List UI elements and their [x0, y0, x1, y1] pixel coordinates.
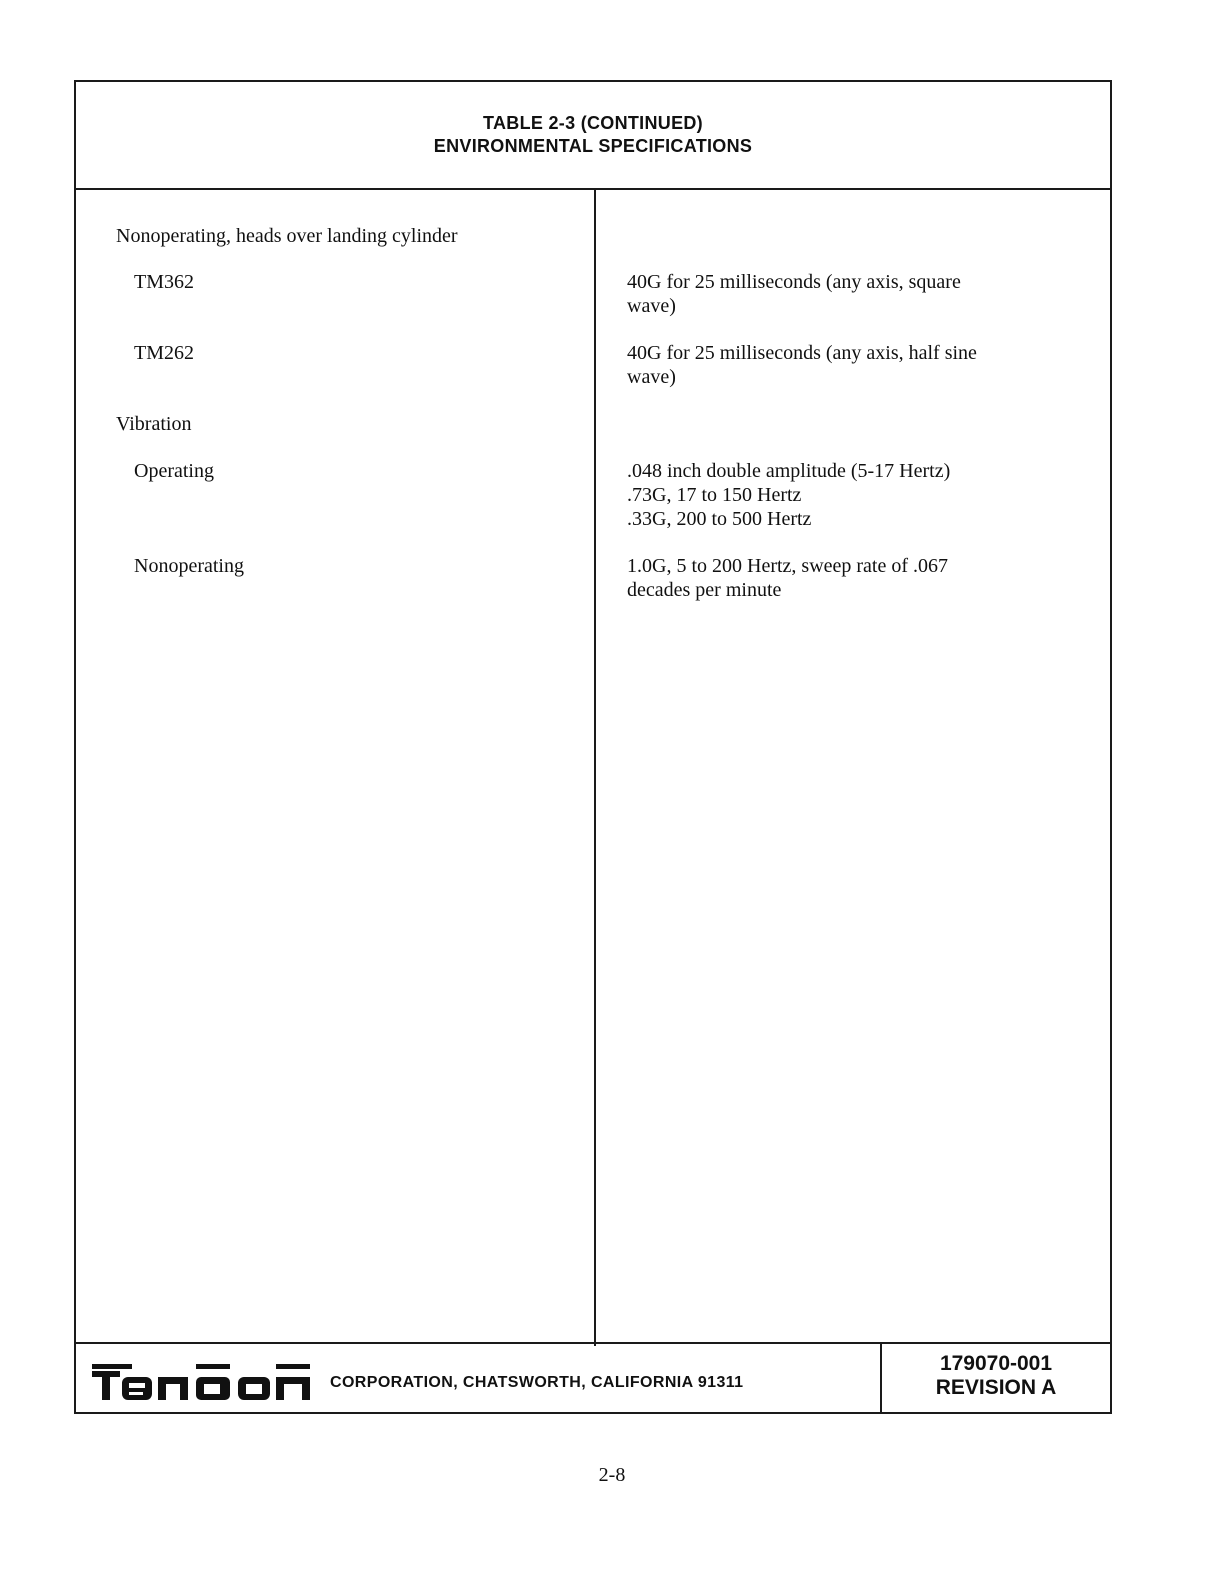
tm262-value-line2: wave) [627, 366, 676, 388]
tm362-label: TM362 [134, 271, 194, 293]
table-header [76, 82, 1110, 190]
nonoperating-label: Nonoperating [134, 555, 244, 577]
nonop-heading: Nonoperating, heads over landing cylinder [116, 225, 458, 247]
tm362-value-line1: 40G for 25 milliseconds (any axis, square [627, 271, 961, 293]
table-subtitle: ENVIRONMENTAL SPECIFICATIONS [433, 136, 753, 156]
tm262-value-line1: 40G for 25 milliseconds (any axis, half sine [627, 342, 977, 364]
vibration-heading: Vibration [116, 413, 192, 435]
footer-block [76, 1342, 1110, 1412]
column-divider [594, 188, 596, 1346]
page-number: 2-8 [598, 1464, 626, 1486]
tm262-label: TM262 [134, 342, 194, 364]
nonoperating-value-line2: decades per minute [627, 579, 782, 601]
spec-table [74, 80, 1112, 1414]
tm362-value-line2: wave) [627, 295, 676, 317]
doc-number: 179070-001 [939, 1352, 1053, 1375]
operating-value-line1: .048 inch double amplitude (5-17 Hertz) [627, 460, 951, 482]
operating-value-line3: .33G, 200 to 500 Hertz [627, 508, 812, 530]
document-number [882, 1352, 1110, 1400]
revision: REVISION A [935, 1376, 1057, 1399]
operating-value-line2: .73G, 17 to 150 Hertz [627, 484, 802, 506]
tandon-logo [92, 1362, 314, 1402]
corporation-address: CORPORATION, CHATSWORTH, CALIFORNIA 91311 [330, 1374, 744, 1391]
nonoperating-value-line1: 1.0G, 5 to 200 Hertz, sweep rate of .067 [627, 555, 949, 577]
table-title: TABLE 2-3 (CONTINUED) [483, 113, 703, 133]
operating-label: Operating [134, 460, 214, 482]
